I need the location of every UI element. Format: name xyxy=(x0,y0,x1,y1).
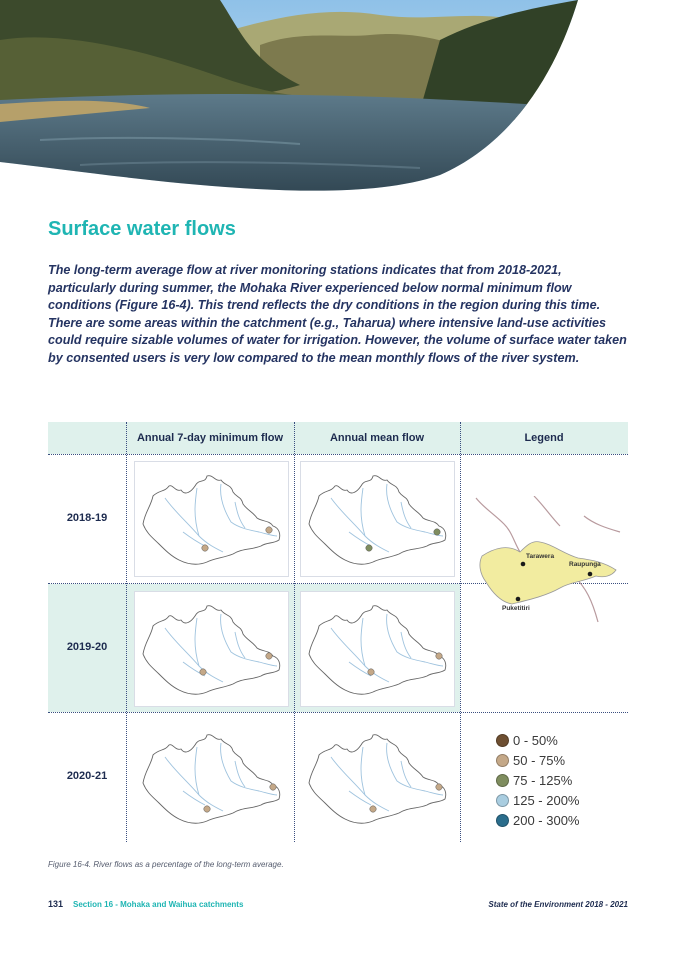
catchment-map-2020-21-min xyxy=(134,720,289,836)
catchment-outline-map xyxy=(135,462,288,576)
legend-item xyxy=(496,790,580,810)
station-raupunga-marker xyxy=(270,784,276,790)
legend-swatch xyxy=(496,794,509,807)
station-tarawera-marker xyxy=(204,806,210,812)
station-tarawera-marker xyxy=(200,669,206,675)
station-raupunga-marker xyxy=(436,784,442,790)
catchment-boundary xyxy=(309,606,446,695)
row-label-2020-21: 2020-21 xyxy=(66,770,108,782)
legend-item xyxy=(496,730,580,750)
row-divider xyxy=(48,454,628,455)
catchment-outline-map xyxy=(135,592,288,706)
catchment-outline-map xyxy=(301,592,454,706)
station-raupunga-marker xyxy=(266,527,272,533)
legend-location-map xyxy=(474,496,624,624)
footer-publication-title: State of the Environment 2018 - 2021 xyxy=(488,900,628,909)
catchment-boundary xyxy=(143,735,280,824)
station-tarawera-marker xyxy=(202,545,208,551)
legend-item xyxy=(496,770,580,790)
catchment-map-2019-20-mean xyxy=(300,591,455,707)
page-title: Surface water flows xyxy=(48,218,236,240)
legend-map-label-tarawera: Tarawera xyxy=(526,553,555,560)
row-label-2018-19: 2018-19 xyxy=(66,512,108,524)
station-raupunga-marker xyxy=(436,653,442,659)
station-raupunga-marker xyxy=(266,653,272,659)
catchment-map-2020-21-mean xyxy=(300,720,455,836)
row-label-2019-20: 2019-20 xyxy=(66,641,108,653)
catchment-boundary xyxy=(143,476,280,565)
column-divider xyxy=(294,422,295,842)
catchment-outline-map xyxy=(301,462,454,576)
station-tarawera-marker xyxy=(370,806,376,812)
catchment-boundary xyxy=(309,476,446,565)
legend-item-label: 125 - 200% xyxy=(513,792,580,808)
page-number: 131 xyxy=(48,899,64,909)
catchment-boundary xyxy=(309,735,446,824)
header-mean-flow: Annual mean flow xyxy=(329,432,425,444)
legend-item xyxy=(496,750,580,770)
figure-caption: Figure 16-4. River flows as a percentage of the long-term average. xyxy=(48,860,284,869)
row-divider xyxy=(48,712,628,713)
flow-comparison-table xyxy=(48,422,628,842)
legend-item-label: 75 - 125% xyxy=(513,772,573,788)
catchment-map-2018-19-mean xyxy=(300,461,455,577)
column-divider xyxy=(460,422,461,842)
legend-map-label-puketitiri: Puketitiri xyxy=(502,605,530,612)
legend-swatch xyxy=(496,814,509,827)
legend-swatch xyxy=(496,754,509,767)
column-divider xyxy=(126,422,127,842)
catchment-outline-map xyxy=(301,721,454,835)
legend-item-label: 0 - 50% xyxy=(513,732,558,748)
catchment-outline-map xyxy=(135,721,288,835)
catchment-map-2018-19-min xyxy=(134,461,289,577)
catchment-map-2019-20-min xyxy=(134,591,289,707)
legend-swatch xyxy=(496,734,509,747)
legend-map-label-raupunga: Raupunga xyxy=(569,561,601,568)
catchment-boundary xyxy=(143,606,280,695)
flow-class-legend xyxy=(496,730,580,830)
intro-paragraph: The long-term average flow at river monitoring stations indicates that from 2018-2021, particularly during summer, the Mohaka River experienced below normal minimum flow conditions (Figure 16-4). This trend reflects the dry conditions in the region during this time. There are some areas within the catchment (e.g., Taharua) where intensive land-use activities could require sizable volumes of water for irrigation. However, the volume of surface water taken by consented users is very low compared to the mean monthly flows of the river system. xyxy=(48,263,627,365)
legend-item-label: 50 - 75% xyxy=(513,752,566,768)
header-legend: Legend xyxy=(524,432,564,444)
station-tarawera-marker xyxy=(366,545,372,551)
legend-item xyxy=(496,810,580,830)
legend-item-label: 200 - 300% xyxy=(513,812,580,828)
legend-swatch xyxy=(496,774,509,787)
station-tarawera-marker xyxy=(368,669,374,675)
header-min-flow: Annual 7-day minimum flow xyxy=(136,432,284,444)
station-raupunga-marker xyxy=(434,529,440,535)
page-footer xyxy=(48,899,628,911)
footer-section-title: Section 16 - Mohaka and Waihua catchments xyxy=(73,900,244,909)
hero-river-photo xyxy=(0,0,675,200)
